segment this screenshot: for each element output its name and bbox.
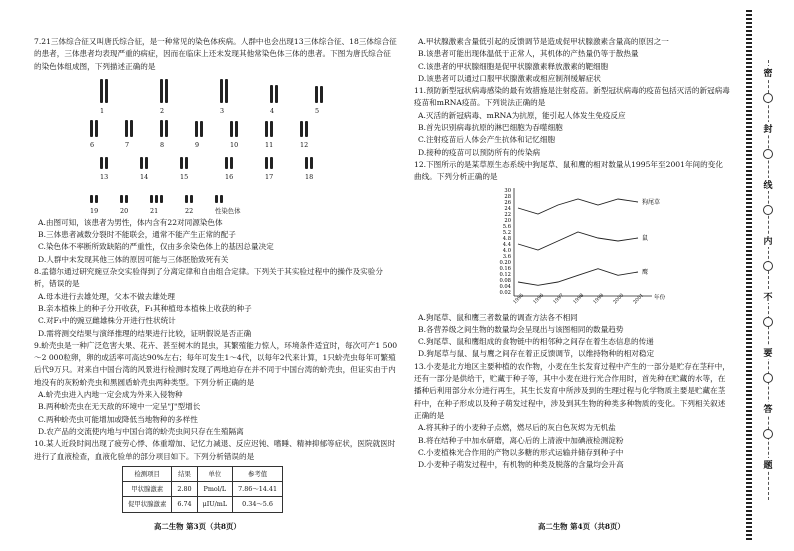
chromosome [230,157,233,169]
right-column [414,36,730,471]
x-tick-label: 1997 [552,292,566,305]
q7-option-b: B.三体患者减数分裂时不能联会，通常不能产生正常的配子 [38,230,236,240]
q10-option-b: B.该患者可能出现体温低于正常人，其机体的产热量仍等于散热量 [418,49,639,59]
seal-line-char: 内 [762,234,774,247]
chromosome-number-label: 8 [160,140,165,149]
chromosome [275,85,278,103]
series-label: 鼠 [642,234,649,242]
series-label: 狗尾草 [642,198,661,206]
q8-option-c: C.对F₁中的豌豆雌雄株分开进行性状统计 [38,316,176,326]
chromosome-number-label: 1 [100,106,105,115]
seal-circle-icon [763,149,773,159]
y-tick-label: 4.8 [502,235,511,242]
q10-option-d: D.该患者可以通过口服甲状腺激素或相应制剂缓解症状 [418,73,601,83]
q12-option-a: A.狗尾草、鼠和鹰三者数量的调查方法各不相同 [418,312,578,322]
chromosome [125,120,128,137]
seal-circle-icon [763,205,773,215]
chromosome [305,121,308,137]
chromosome-number-label: 20 [120,206,129,215]
series-line-狗尾草 [518,199,638,214]
chromosome-number-label: 2 [160,106,165,115]
population-chart-svg [488,186,708,310]
left-column [34,36,398,513]
table-cell: 6.74 [172,497,197,512]
q13-option-a: A.将其种子的小麦种子点燃，燃尽后的灰白色灰烬为无机盐 [418,423,616,433]
chromosome [225,79,228,103]
q7-option-d: D.人群中未发现其他三体的原因可能与三体胚胎致死有关 [38,254,229,264]
chromosome [180,157,183,169]
chromosome-number-label: 14 [140,172,149,181]
q9-option-b: B.两种蚧壳虫在无天敌的环境中一定呈"J"型增长 [38,402,201,412]
q13-option-d: D.小麦种子萌发过程中，有机物的种类及脱落的含量均会升高 [418,460,624,470]
table-cell: Pmol/L [197,482,233,497]
chromosome-number-label: 3 [220,106,225,115]
x-axis-label: 年份 [654,294,666,301]
y-tick-label: 4.4 [502,241,511,248]
chromosome [155,195,158,203]
y-tick-label: 0.02 [499,289,511,296]
chromosome [230,121,233,137]
q9-stem: 9.蚧壳虫是一种广泛危害大果、花卉、甚至树木的昆虫，其繁殖能力惊人，环境条件适宜时，每次可产1 500～2 000粒卵，卵的成活率可高达90%左右；每年可发生1～4代，以每年2代来计算，1只蚧壳虫每年可繁殖后代9万只。对来自中国台湾的风景进行检测时发现了两地迫存在并不同于中国台湾的蚧壳虫，但证实由于内地没有的灰粉蚧壳虫和黑圆盾蚧壳虫两种类型。下列分析正确的是 [34,340,398,387]
q8-stem: 8.孟德尔通过研究豌豆杂交实验得到了分离定律和自由组合定律。下列关于其实验过程中的操作及实验分析，错误的是 [34,267,383,289]
q13-stem: 13.小麦是北方地区主要种植的农作物，小麦在生长发育过程中产生的一部分是贮存在茎秆中，还有一部分是供给干，贮藏于种子等，其中小麦在进行光合作用时，首先种在贮藏的水等，在播种后利用部分水分进行再生，其生长发育中所涉及到的生理过程与化学物质主要是贮藏在茎秆中，在种子形成以及种子萌发过程中，涉及到其生物的种类多种物质的变化。下列相关叙述正确的是 [414,361,730,420]
q13-option-c: C.小麦植株光合作用的产物以多糖的形式运输并储存到种子中 [418,447,624,457]
q11-option-c: C.注射疫苗后人体会产生抗体和记忆细胞 [418,135,556,145]
chromosome [185,195,188,203]
chromosome [160,195,163,203]
chromosome [105,157,108,169]
q11-option-a: A.灭活的新冠病毒、mRNA为抗原，能引起人体发生免疫反应 [418,110,626,120]
chromosome [160,79,163,103]
karyotype-figure [86,75,336,215]
q9-option-a: A.蚧壳虫进入内地一定会成为外来入侵物种 [38,390,183,400]
y-tick-label: 0.16 [499,265,511,272]
x-tick-label: 1999 [592,292,606,305]
table-header: 参考值 [233,466,283,481]
seal-circle-icon [763,429,773,439]
table-row [123,497,283,512]
chromosome-number-label: 22 [185,206,194,215]
y-tick-label: 24 [504,205,511,212]
q11-option-b: B.首先识别病毒抗原的淋巴细胞为吞噬细胞 [418,123,563,133]
y-tick-label: 22 [504,211,511,218]
table-header: 检测项目 [123,466,172,481]
q7-option-c: C.染色体不率断所致缺陷的严重性，仅由多余染色体上的基因总量决定 [38,242,274,252]
seal-line-char: 线 [762,178,774,191]
chromosome [220,79,223,103]
binding-rail [746,10,752,540]
chromosome-number-label: 19 [90,206,99,215]
blood-test-table [122,466,283,513]
chromosome-number-label: 12 [300,140,309,149]
q11-stem: 11.预防新型冠状病毒感染的最有效措施是注射疫苗。新型冠状病毒的疫苗包括灭活的新冠病毒疫苗和mRNA疫苗。下列说法正确的是 [414,86,730,108]
population-chart [488,186,708,310]
q11-option-d: D.接种的疫苗可以预防所有的传染病 [418,147,541,157]
table-cell: 甲状腺激素 [123,482,172,497]
series-line-鼠 [518,232,638,250]
y-tick-label: 0.12 [499,271,511,278]
x-tick-label: 2000 [612,292,626,305]
x-tick-label: 2001 [632,292,646,305]
chromosome [190,195,193,203]
binding-strip [740,0,794,551]
chromosome-number-label: 4 [270,106,275,115]
table-header: 单位 [197,466,233,481]
page-footer-left: 高二生物 第3页（共8页） [154,522,241,531]
chromosome [300,121,303,137]
chromosome [265,121,268,137]
chromosome-number-label: 17 [265,172,274,181]
chromosome [200,121,203,137]
y-tick-label: 26 [504,199,511,206]
chromosome-number-label: 7 [125,140,130,149]
seal-line-char: 题 [762,458,774,471]
page-footer-right: 高二生物 第4页（共8页） [538,522,625,531]
chromosome [270,157,273,169]
table-cell: 2.80 [172,482,197,497]
chromosome [270,121,273,137]
table-cell: 促甲状腺激素 [123,497,172,512]
table-cell: μIU/mL [197,497,233,512]
y-tick-label: 3.6 [502,253,511,260]
seal-circle-icon [763,317,773,327]
y-tick-label: 20 [504,217,511,224]
q12-option-c: C.狗尾草、鼠和鹰组成的食物链中的相邻种之间存在着生态信息的传递 [418,337,654,347]
seal-line-char: 答 [762,402,774,415]
chromosome [100,79,103,103]
chromosome [315,86,318,103]
chromosome [195,121,198,137]
series-line-鹰 [518,268,638,285]
chromosome [320,86,323,103]
chromosome [305,157,308,169]
x-tick-label: 1996 [532,292,546,305]
chromosome-number-label: 10 [230,140,239,149]
chromosome-number-label: 性染色体 [215,206,241,215]
chromosome-number-label: 18 [305,172,314,181]
chromosome-number-label: 11 [265,140,274,149]
q7-option-a: A.由图可知，该患者为男性，体内含有22对同源染色体 [38,217,223,227]
q12-stem: 12.下图所示的是某草原生态系统中狗尾草、鼠和鹰的相对数量从1995年至2001年间的变化曲线。下列分析正确的是 [414,159,723,182]
chromosome [165,120,168,137]
chromosome-number-label: 6 [90,140,95,149]
chromosome-number-label: 21 [150,206,159,215]
chromosome-number-label: 15 [180,172,189,181]
q10-option-c: C.该患者的甲状腺细胞是促甲状腺激素释放激素的靶细胞 [418,61,609,71]
q9-option-d: D.农产品的交流使内地与中国台湾的蚧壳虫间只存在生殖隔离 [38,426,244,436]
q9-option-c: C.两种蚧壳虫可能增加或降低当地物种的多样性 [38,414,198,424]
seal-line-char: 封 [762,122,774,135]
chromosome [270,85,273,103]
x-tick-label: 1998 [572,292,586,305]
q8-option-b: B.亲本植株上的种子分开收获，F₁其种植母本植株上收获的种子 [38,303,252,313]
chromosome-number-label: 9 [195,140,200,149]
chromosome-number-label: 13 [100,172,109,181]
chromosome [95,195,98,203]
y-tick-label: 0.20 [499,259,511,266]
q12-option-b: B.各营养级之间生物的数量均会呈现出与该图相同的数量趋势 [418,324,624,334]
chromosome [120,195,123,203]
x-tick-label: 1995 [512,292,526,305]
q8-option-d: D.需将测交结果与演绎推理的结果进行比较，证明假说是否正确 [38,328,252,338]
seal-line-char: 要 [762,346,774,359]
chromosome [125,195,128,203]
chromosome [235,121,238,137]
chromosome [90,195,93,203]
y-tick-label: 28 [504,193,511,200]
y-tick-label: 5.2 [502,229,511,236]
seal-circle-icon [763,261,773,271]
chromosome [145,157,148,169]
chromosome [90,120,93,137]
q8-option-a: A.母本进行去雄处理，父本不做去雄处理 [38,291,175,301]
y-tick-label: 30 [504,187,511,194]
seal-line-char: 密 [762,66,774,79]
series-label: 鹰 [642,268,649,276]
chromosome-number-label: 16 [225,172,234,181]
chromosome [225,157,228,169]
seal-circle-icon [763,373,773,383]
chromosome [185,157,188,169]
table-header: 结果 [172,466,197,481]
chromosome [165,79,168,103]
chromosome [105,79,108,103]
chromosome [100,157,103,169]
q13-option-b: B.将在结种子中加水研磨，离心后的上清液中加碘液检测淀粉 [418,435,624,445]
y-tick-label: 5.6 [502,223,511,230]
q10-option-a: A.甲状腺激素含量低引起的反馈调节是造成促甲状腺激素含量高的原因之一 [418,37,669,46]
chromosome [95,120,98,137]
chromosome [220,195,223,203]
table-cell: 0.34～5.6 [233,497,283,512]
table-cell: 7.86～14.41 [233,482,283,497]
chromosome [310,157,313,169]
y-tick-label: 0.04 [499,283,511,290]
chromosome [130,120,133,137]
q7-stem: 7.21三体综合征又叫唐氏综合征，是一种常见的染色体疾病。人群中也会出现13三体综合征、18三体综合征的患者，三体患者均表现严重的病症，因而在临床上还未发现其他常染色体三体的患者。下图为唐氏综合征的染色体组成图，下列描述正确的是 [34,37,397,71]
y-tick-label: 0.08 [499,277,511,284]
table-row [123,482,283,497]
chromosome [215,195,218,203]
table-header-row [123,466,283,481]
q12-option-d: D.狗尾草与鼠、鼠与鹰之间存在着正反馈调节，以维持物种的相对稳定 [418,349,655,359]
seal-circle-icon [763,93,773,103]
chromosome [160,120,163,137]
chromosome-number-label: 5 [315,106,320,115]
y-tick-label: 4.0 [502,247,511,254]
seal-line-char: 不 [762,290,774,303]
chromosome [140,157,143,169]
chromosome [265,157,268,169]
q10-stem: 10.某人近段时间出现了疲劳心悸、体重增加、记忆力减退、反应迟钝、嗜睡、精神抑郁等症状，医院就医时进行了血液检查，血液化验单的部分项目如下。下列分析错误的是 [34,439,396,461]
chromosome [150,195,153,203]
